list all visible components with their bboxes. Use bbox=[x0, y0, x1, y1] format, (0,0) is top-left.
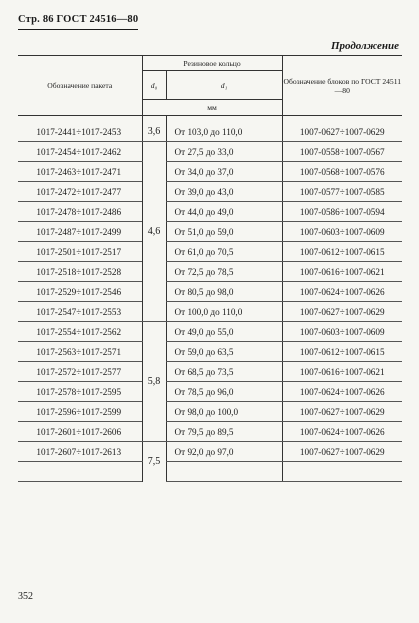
table-row bbox=[18, 222, 402, 242]
col-header-package: Обозначение пакета bbox=[18, 56, 142, 116]
d1-cell: От 72,5 до 78,5 bbox=[166, 262, 282, 282]
blocks-cell: 1007-0624÷1007-0626 bbox=[282, 422, 402, 442]
package-cell: 1017-2501÷1017-2517 bbox=[18, 242, 142, 262]
d1-cell: От 79,5 до 89,5 bbox=[166, 422, 282, 442]
d1-cell: От 59,0 до 63,5 bbox=[166, 342, 282, 362]
col-header-blocks: Обозначение блоков по ГОСТ 24511—80 bbox=[282, 56, 402, 116]
package-cell: 1017-2454÷1017-2462 bbox=[18, 142, 142, 162]
table-row bbox=[18, 182, 402, 202]
blocks-cell: 1007-0558÷1007-0567 bbox=[282, 142, 402, 162]
table-row bbox=[18, 262, 402, 282]
d1-cell: От 78,5 до 96,0 bbox=[166, 382, 282, 402]
package-cell: 1017-2578÷1017-2595 bbox=[18, 382, 142, 402]
page-number: 352 bbox=[18, 591, 33, 602]
table-row bbox=[18, 462, 402, 482]
table-row bbox=[18, 162, 402, 182]
package-cell: 1017-2572÷1017-2577 bbox=[18, 362, 142, 382]
blocks-cell: 1007-0616÷1007-0621 bbox=[282, 262, 402, 282]
table-row bbox=[18, 322, 402, 342]
table-row bbox=[18, 142, 402, 162]
d1-cell: От 39,0 до 43,0 bbox=[166, 182, 282, 202]
d1-cell: От 34,0 до 37,0 bbox=[166, 162, 282, 182]
package-cell: 1017-2478÷1017-2486 bbox=[18, 202, 142, 222]
blocks-cell: 1007-0627÷1007-0629 bbox=[282, 402, 402, 422]
blocks-cell: 1007-0612÷1007-0615 bbox=[282, 342, 402, 362]
package-cell: 1017-2554÷1017-2562 bbox=[18, 322, 142, 342]
package-cell: 1017-2441÷1017-2453 bbox=[18, 122, 142, 142]
table-row bbox=[18, 122, 402, 142]
blocks-cell: 1007-0627÷1007-0629 bbox=[282, 442, 402, 462]
blocks-cell: 1007-0568÷1007-0576 bbox=[282, 162, 402, 182]
d1-cell: От 49,0 до 55,0 bbox=[166, 322, 282, 342]
d1-cell: От 92,0 до 97,0 bbox=[166, 442, 282, 462]
continuation-label: Продолжение bbox=[330, 40, 399, 52]
d1-cell bbox=[166, 462, 282, 482]
package-cell: 1017-2607÷1017-2613 bbox=[18, 442, 142, 462]
d0-cell: 3,6 bbox=[142, 122, 166, 142]
blocks-cell: 1007-0624÷1007-0626 bbox=[282, 382, 402, 402]
d1-cell: От 100,0 до 110,0 bbox=[166, 302, 282, 322]
package-cell: 1017-2463÷1017-2471 bbox=[18, 162, 142, 182]
blocks-cell: 1007-0577÷1007-0585 bbox=[282, 182, 402, 202]
blocks-cell: 1007-0624÷1007-0626 bbox=[282, 282, 402, 302]
d0-cell: 5,8 bbox=[142, 322, 166, 442]
col-header-ring-group: Резиновое кольцо bbox=[142, 56, 282, 71]
table-row bbox=[18, 442, 402, 462]
blocks-cell bbox=[282, 462, 402, 482]
col-header-unit: мм bbox=[142, 100, 282, 116]
table-row bbox=[18, 302, 402, 322]
table-row bbox=[18, 362, 402, 382]
table-row bbox=[18, 382, 402, 402]
table-row bbox=[18, 202, 402, 222]
d1-cell: От 80,5 до 98,0 bbox=[166, 282, 282, 302]
d1-cell: От 61,0 до 70,5 bbox=[166, 242, 282, 262]
d1-cell: От 98,0 до 100,0 bbox=[166, 402, 282, 422]
blocks-cell: 1007-0627÷1007-0629 bbox=[282, 302, 402, 322]
d0-cell: 7,5 bbox=[142, 442, 166, 482]
blocks-cell: 1007-0612÷1007-0615 bbox=[282, 242, 402, 262]
package-cell: 1017-2487÷1017-2499 bbox=[18, 222, 142, 242]
package-cell: 1017-2472÷1017-2477 bbox=[18, 182, 142, 202]
d1-cell: От 68,5 до 73,5 bbox=[166, 362, 282, 382]
table-row bbox=[18, 282, 402, 302]
d1-cell: От 51,0 до 59,0 bbox=[166, 222, 282, 242]
package-cell: 1017-2529÷1017-2546 bbox=[18, 282, 142, 302]
package-cell: 1017-2547÷1017-2553 bbox=[18, 302, 142, 322]
page-header: Стр. 86 ГОСТ 24516—80 bbox=[18, 14, 139, 25]
header-rule bbox=[18, 29, 138, 30]
table-row bbox=[18, 342, 402, 362]
col-header-d0: d₀ bbox=[142, 71, 166, 100]
col-header-d1: d₁ bbox=[166, 71, 282, 100]
package-cell bbox=[18, 462, 142, 482]
package-cell: 1017-2601÷1017-2606 bbox=[18, 422, 142, 442]
table-row bbox=[18, 402, 402, 422]
blocks-cell: 1007-0627÷1007-0629 bbox=[282, 122, 402, 142]
blocks-cell: 1007-0603÷1007-0609 bbox=[282, 322, 402, 342]
package-cell: 1017-2563÷1017-2571 bbox=[18, 342, 142, 362]
d1-cell: От 44,0 до 49,0 bbox=[166, 202, 282, 222]
table-body bbox=[18, 116, 402, 482]
blocks-cell: 1007-0586÷1007-0594 bbox=[282, 202, 402, 222]
blocks-cell: 1007-0603÷1007-0609 bbox=[282, 222, 402, 242]
table-row bbox=[18, 422, 402, 442]
package-cell: 1017-2518÷1017-2528 bbox=[18, 262, 142, 282]
d1-cell: От 27,5 до 33,0 bbox=[166, 142, 282, 162]
d1-cell: От 103,0 до 110,0 bbox=[166, 122, 282, 142]
gost-table bbox=[18, 55, 402, 482]
table-row bbox=[18, 242, 402, 262]
package-cell: 1017-2596÷1017-2599 bbox=[18, 402, 142, 422]
d0-cell: 4,6 bbox=[142, 142, 166, 322]
blocks-cell: 1007-0616÷1007-0621 bbox=[282, 362, 402, 382]
